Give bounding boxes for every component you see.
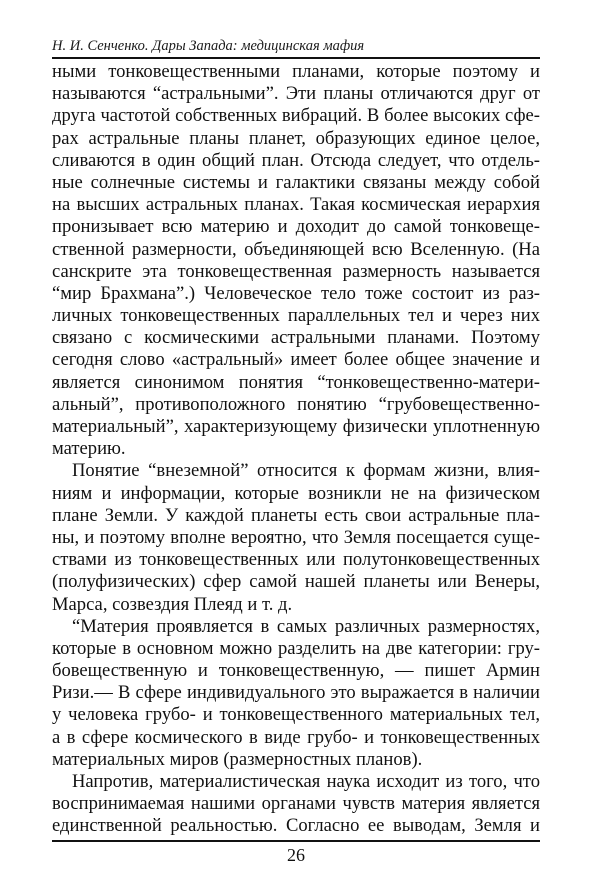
text-line: личных тонковещественных параллельных тел и через них xyxy=(52,305,540,327)
text-line: ны, и поэтому вполне вероятно, что Земля посещается суще- xyxy=(52,526,540,548)
text-line: воспринимаемая нашими органами чувств материя является xyxy=(52,793,540,815)
text-line: Ризи.— В сфере индивидуального это выражается в наличии xyxy=(52,682,540,704)
text-line: у человека грубо- и тонковещественного материальных тел, xyxy=(52,704,540,726)
text-line: рах астральные планы планет, образующих единое целое, xyxy=(52,127,540,149)
footer-rule xyxy=(52,840,540,842)
text-line: ствами из тонковещественных или полутонковещественных xyxy=(52,549,540,571)
text-line: плане Земли. У каждой планеты есть свои астральные пла- xyxy=(52,504,540,526)
header-rule xyxy=(52,57,540,59)
text-line: “Материя проявляется в самых различных размерностях, xyxy=(72,615,540,637)
text-line: связано с космическими астральными планами. Поэтому xyxy=(52,327,540,349)
text-line: ные солнечные системы и галактики связаны между собой xyxy=(52,171,540,193)
text-line: на высших астральных планах. Такая космическая иерархия xyxy=(52,194,540,216)
text-line: Марса, созвездия Плеяд и т. д. xyxy=(52,593,293,615)
text-line: Напротив, материалистическая наука исходит из того, что xyxy=(72,771,540,792)
text-line: материю. xyxy=(52,438,126,460)
running-head: Н. И. Сенченко. Дары Запада: медицинская мафия xyxy=(52,38,365,54)
text-line: санскрите эта тонковещественная размерность называется xyxy=(52,260,540,282)
text-line: ниям и информации, которые возникли не на физическом xyxy=(52,482,540,504)
text-line: которые в основном можно разделить на две категории: гру- xyxy=(52,637,540,659)
text-line: сливаются в один общий план. Отсюда следует, что отдель- xyxy=(52,149,540,171)
page-number: 26 xyxy=(287,845,305,865)
text-line: называются “астральными”. Эти планы отличаются друг от xyxy=(52,83,540,105)
text-line: сегодня слово «астральный» имеет более общее значение и xyxy=(52,349,540,371)
text-line: материальный”, характеризующему физически уплотненную xyxy=(52,416,540,437)
body-text xyxy=(52,61,540,838)
text-line: единственной реальностью. Согласно ее выводам, Земля и xyxy=(52,815,540,837)
text-line: является синонимом понятия “тонковещественно-матери- xyxy=(52,371,540,393)
text-line: а в сфере космического в виде грубо- и тонковещественных xyxy=(52,726,540,748)
text-line: Понятие “внеземной” относится к формам жизни, влия- xyxy=(72,460,540,482)
text-line: материальных миров (размерностных планов). xyxy=(52,748,423,770)
text-line: бовещественную и тонковещественную, — пишет Армин xyxy=(52,660,540,682)
text-line: друга частотой собственных вибраций. В более высоких сфе- xyxy=(52,105,540,127)
text-line: “мир Брахмана”.) Человеческое тело тоже состоит из раз- xyxy=(52,282,540,304)
text-line: ными тонковещественными планами, которые поэтому и xyxy=(52,61,540,82)
text-line: альный”, противоположного понятию “грубовещественно- xyxy=(52,393,540,415)
text-line: (полуфизических) сфер самой нашей планеты или Венеры, xyxy=(52,571,540,593)
text-line: ственной размерности, объединяющей всю Вселенную. (На xyxy=(52,238,540,260)
text-line: пронизывает всю материю и доходит до самой тонковеще- xyxy=(52,216,540,238)
